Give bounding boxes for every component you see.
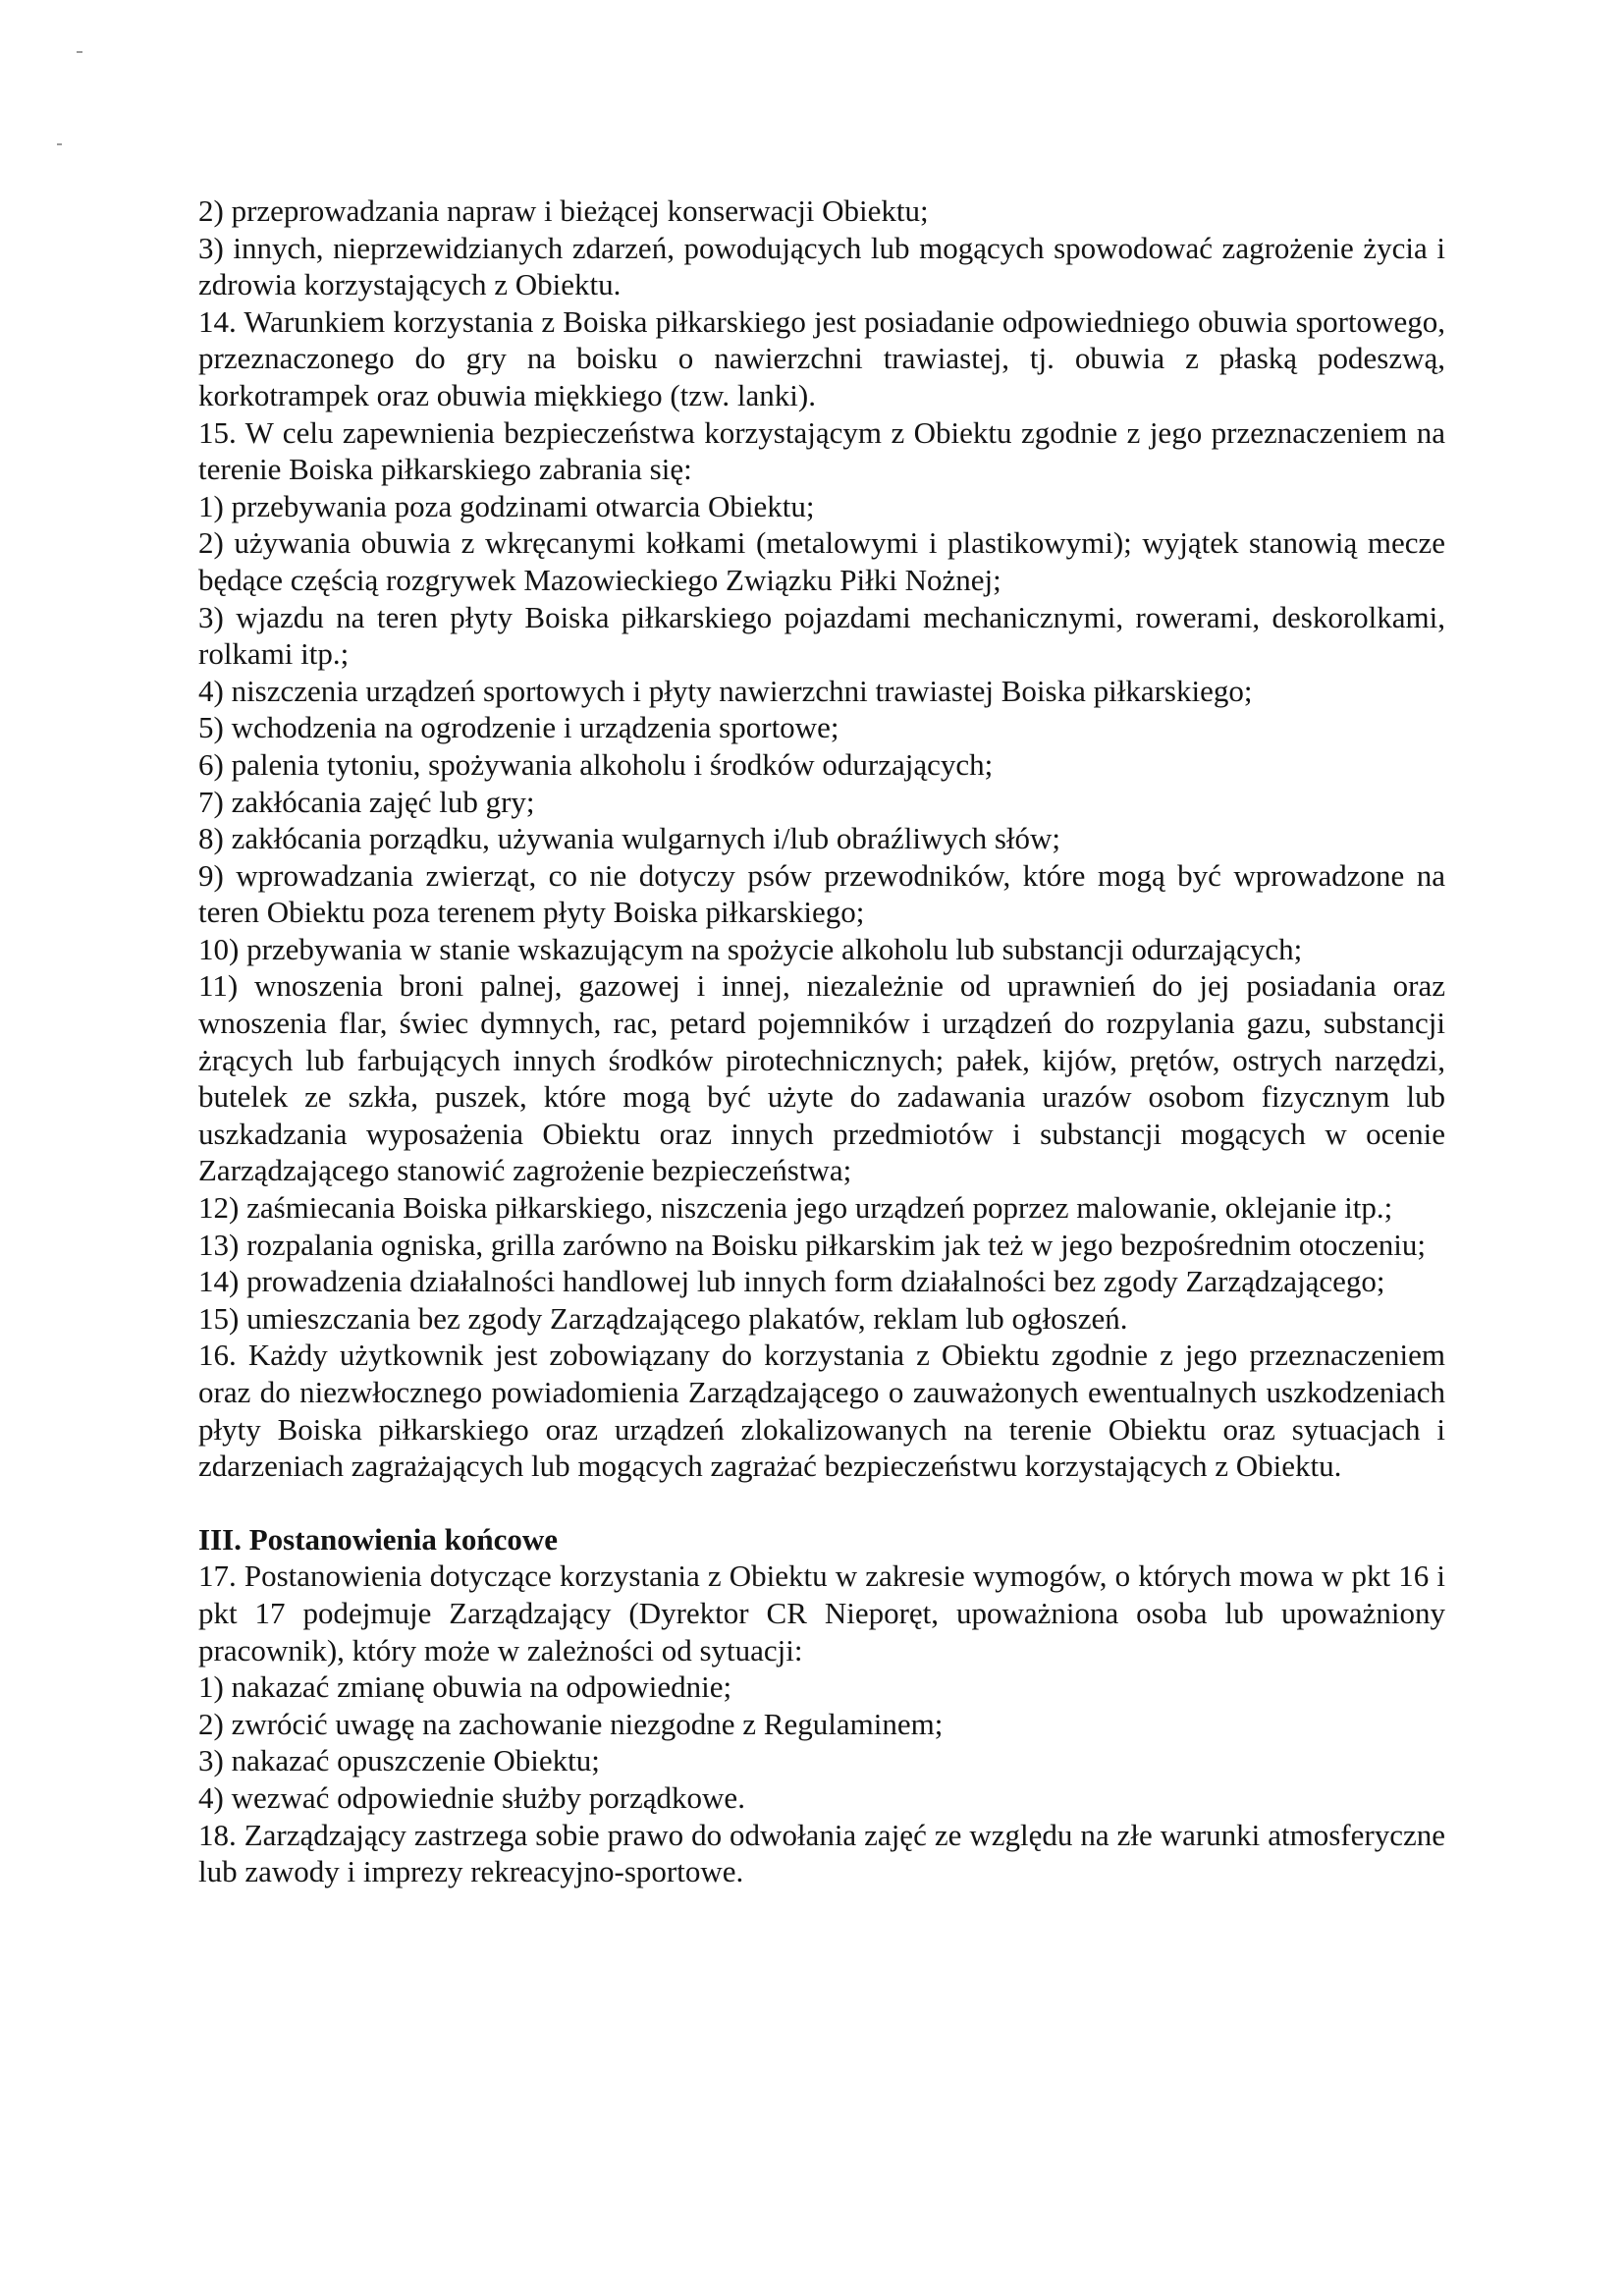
scan-artifact [57,143,62,145]
paragraph: 1) nakazać zmianę obuwia na odpowiednie; [198,1669,732,1705]
paragraph: 17. Postanowienia dotyczące korzystania z Obiektu w zakresie wymogów, o których mowa w pkt 16 i pkt 17 podejmuje Zarządzający (Dyrektor CR Nieporęt, upoważniona osoba lub upoważniony pracownik), który może w zależności od sytuacji: [198,1558,1445,1667]
paragraph: 4) wezwać odpowiednie służby porządkowe. [198,1779,745,1815]
paragraph: 8) zakłócania porządku, używania wulgarnych i/lub obraźliwych słów; [198,821,1061,856]
paragraph: 14) prowadzenia działalności handlowej lub innych form działalności bez zgody Zarządzającego; [198,1264,1385,1299]
paragraph: 14. Warunkiem korzystania z Boiska piłkarskiego jest posiadanie odpowiedniego obuwia sportowego, przeznaczonego do gry na boisku o nawierzchni trawiastej, tj. obuwia z płaską podeszwą, korkotrampek oraz obuwia miękkiego (tzw. lanki). [198,303,1445,412]
paragraph: 13) rozpalania ogniska, grilla zarówno na Boisku piłkarskim jak też w jego bezpośrednim otoczeniu; [198,1227,1426,1262]
paragraph: 18. Zarządzający zastrzega sobie prawo do odwołania zajęć ze względu na złe warunki atmosferyczne lub zawody i imprezy rekreacyjno-sportowe. [198,1817,1445,1889]
paragraph: 11) wnoszenia broni palnej, gazowej i innej, niezależnie od uprawnień do jej posiadania oraz wnoszenia flar, świec dymnych, rac, petard pojemników i urządzeń do rozpylania gazu, substancji żrących lub farbujących innych środków pirotechnicznych; pałek, kijów, prętów, ostrych narzędzi, butelek ze szkła, puszek, które mogą być użyte do zadawania urazów osobom fizycznym lub uszkadzania wyposażenia Obiektu oraz innych przedmiotów i substancji mogących w ocenie Zarządzającego stanowić zagrożenie bezpieczeństwa; [198,968,1445,1188]
paragraph: 6) palenia tytoniu, spożywania alkoholu i środków odurzających; [198,746,994,782]
paragraph: 2) używania obuwia z wkręcanymi kołkami (metalowymi i plastikowymi); wyjątek stanowią mecze będące częścią rozgrywek Mazowieckiego Związku Piłki Nożnej; [198,525,1445,597]
paragraph: 1) przebywania poza godzinami otwarcia Obiektu; [198,488,815,523]
paragraph: 12) zaśmiecania Boiska piłkarskiego, niszczenia jego urządzeń poprzez malowanie, oklejanie itp.; [198,1190,1393,1226]
section-heading: III. Postanowienia końcowe [198,1521,559,1557]
document-body [198,192,1445,1890]
paragraph: 10) przebywania w stanie wskazującym na spożycie alkoholu lub substancji odurzających; [198,931,1303,966]
paragraph: 16. Każdy użytkownik jest zobowiązany do korzystania z Obiektu zgodnie z jego przeznaczeniem oraz do niezwłocznego powiadomienia Zarządzającego o zauważonych ewentualnych uszkodzeniach płyty Boiska piłkarskiego oraz urządzeń zlokalizowanych na terenie Obiektu oraz sytuacjach i zdarzeniach zagrażających lub mogących zagrażać bezpieczeństwu korzystających z Obiektu. [198,1338,1445,1484]
paragraph: 15. W celu zapewnienia bezpieczeństwa korzystającym z Obiektu zgodnie z jego przeznaczeniem na terenie Boiska piłkarskiego zabrania się: [198,414,1445,487]
paragraph: 3) wjazdu na teren płyty Boiska piłkarskiego pojazdami mechanicznymi, rowerami, deskorolkami, rolkami itp.; [198,599,1445,672]
paragraph: 15) umieszczania bez zgody Zarządzającego plakatów, reklam lub ogłoszeń. [198,1300,1128,1336]
paragraph: 7) zakłócania zajęć lub gry; [198,784,535,819]
paragraph: 5) wchodzenia na ogrodzenie i urządzenia sportowe; [198,710,839,745]
paragraph: 2) zwrócić uwagę na zachowanie niezgodne z Regulaminem; [198,1706,944,1741]
paragraph: 4) niszczenia urządzeń sportowych i płyty nawierzchni trawiastej Boiska piłkarskiego; [198,673,1253,708]
paragraph: 2) przeprowadzania napraw i bieżącej konserwacji Obiektu; [198,193,929,228]
paragraph: 3) innych, nieprzewidzianych zdarzeń, powodujących lub mogących spowodować zagrożenie życia i zdrowia korzystających z Obiektu. [198,230,1445,302]
section-spacer [198,1485,1445,1521]
scan-artifact [77,51,82,53]
paragraph: 3) nakazać opuszczenie Obiektu; [198,1743,600,1778]
paragraph: 9) wprowadzania zwierząt, co nie dotyczy psów przewodników, które mogą być wprowadzone na teren Obiektu poza terenem płyty Boiska piłkarskiego; [198,857,1445,930]
